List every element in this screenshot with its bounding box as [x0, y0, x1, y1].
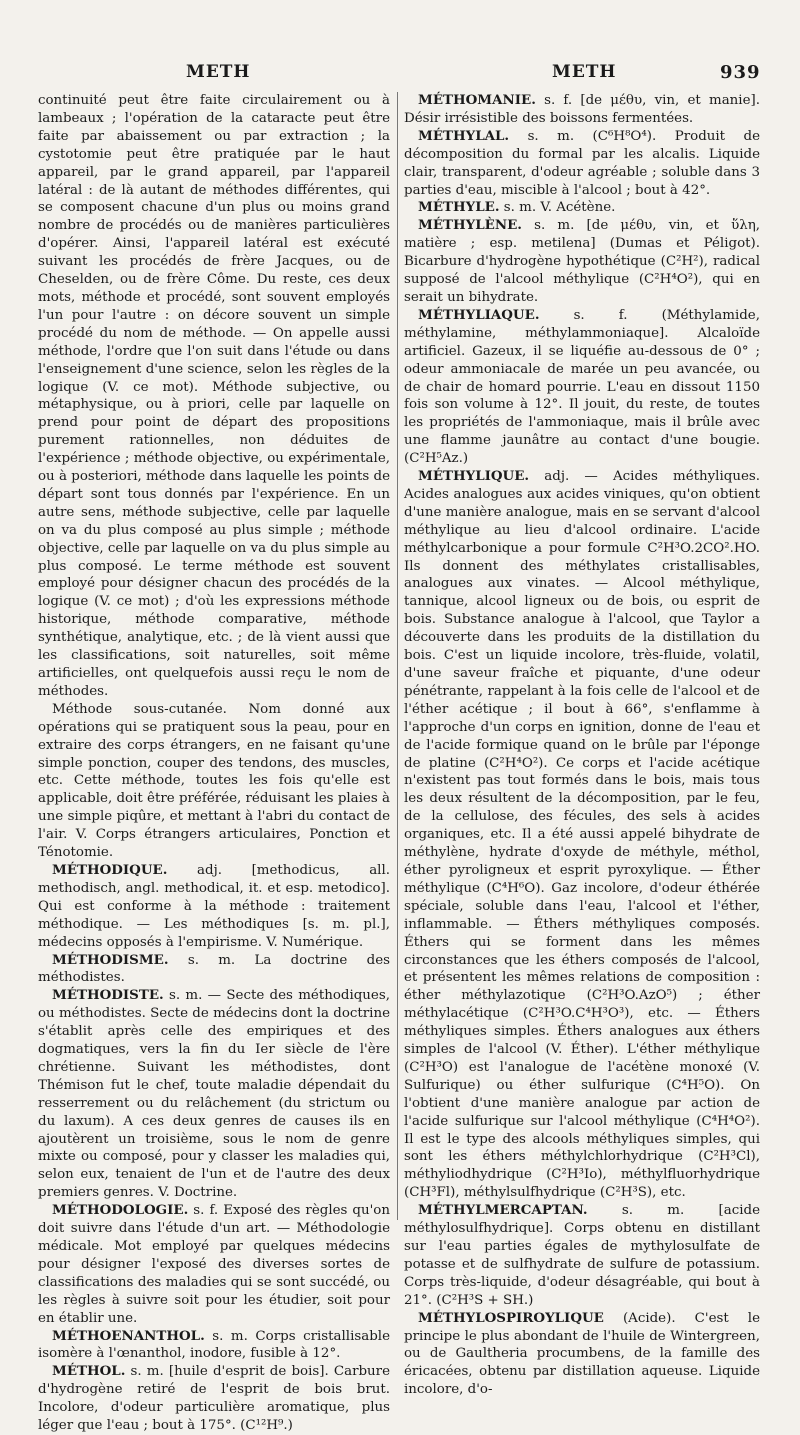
entry-text: adj. — Acides méthyliques. Acides analogues aux acides viniques, qu'on obtient d'une manière analogue, mais en se servant d'alcool méthylique au lieu d'alcool ordinaire. L'acide méthylcarbonique a pour formule C²H³O.2CO².HO. Ils donnent des méthylates cristallisables, analogues aux vinates. — Alcool méthylique, tannique, alcool ligneux ou de bois, ou esprit de bois. Substance analogue à l'alcool, que Taylor a découverte dans les produits de la distillation du bois. C'est un liquide incolore, très-fluide, volatil, d'une saveur fraîche et piquante, d'une odeur pénétrante, rappelant à la fois celle de l'alcool et de l'éther acétique ; il bout à 66°, s'enflamme à l'approche d'un corps en ignition, donne de l'eau et de l'acide formique quand on le brûle par l'éponge de platine (C²H⁴O²). Ce corps et l'acide acétique n'existent pas tout formés dans le bois, mais tous les deux résultent de la décomposition, par le feu, de la cellulose, des fécules, des sels à acides organiques, etc. Il a été aussi appelé bihydrate de méthylène, hydrate d'oxyde de méthyle, méthol, éther pyroligneux et esprit pyroxylique. — Éther méthylique (C⁴H⁶O). Gaz incolore, d'odeur éthérée spéciale, soluble dans l'eau, l'alcool et l'éther, inflammable. — Éthers méthyliques composés. Éthers qui se forment dans les mêmes circonstances que les éthers composés de l'alcool, et présentent les mêmes relations de composition : éther méthylazotique (C²H³O.AzO⁵) ; éther méthylacétique (C²H³O.C⁴H³O³), etc. — Éthers méthyliques simples. Éthers analogues aux éthers simples de l'alcool (V. Éther). L'éther méthylique (C²H³O) est l'analogue de l'acétène monoxé (V. Sulfurique) ou éther sulfurique (C⁴H⁵O). On l'obtient d'une manière analogue par action de l'acide sulfurique sur l'alcool méthylique (C⁴H⁴O²). Il est le type des alcools méthyliques simples, qui sont les éthers méthylchlorhydrique (C²H³Cl), méthyliodhydrique (C²H³Io), méthylfluorhydrique (CH³Fl), méthylsulfhydrique (C²H³S), etc. [404, 469, 761, 1201]
entry-text: (Acide). C'est le principe le plus abondant de l'huile de Wintergreen, ou de Gaultheria procumbens, de la famille des éricacées, obtenu par distillation aqueuse. Liquide incolore, d'o- [404, 1310, 760, 1398]
entry-text: s. m. Corps cristallisable isomère à l'œnanthol, inodore, fusible à 12°. [38, 1328, 390, 1362]
dictionary-entry [38, 1363, 390, 1435]
dictionary-entry [38, 952, 390, 988]
entry-headword: MÉTHOENANTHOL. [52, 1327, 205, 1344]
dictionary-entry [404, 92, 760, 128]
entry-headword: MÉTHYLMERCAPTAN. [418, 1202, 588, 1219]
entry-text: s. m. V. Acétène. [503, 200, 616, 216]
entry-text: s. m. [de μέθυ, vin, et ὕλη, matière ; esp. metilena] (Dumas et Péligot). Bicarbure d'hydrogène hypothétique (C²H²), radical supposé de l'alcool méthylique (C²H⁴O²), qui en serait un bihydrate. [404, 218, 760, 305]
left-column [38, 92, 390, 1434]
entry-headword: MÉTHODISME. [52, 951, 169, 968]
entry-text: s. m. [huile d'esprit de bois]. Carbure d'hydrogène retiré de l'esprit de bois brut. Incolore, d'odeur particulière aromatique, plus léger que l'eau ; bout à 175°. (C¹²H⁹.) [38, 1364, 390, 1434]
dictionary-entry [38, 701, 390, 862]
entry-text: s. m. La doctrine des méthodistes. [38, 952, 390, 986]
entry-headword: MÉTHYLAL. [418, 127, 510, 144]
entry-headword: MÉTHODISTE. [52, 987, 164, 1004]
entry-headword: MÉTHOMANIE. [418, 92, 536, 108]
entry-headword: MÉTHYLE. [418, 199, 500, 216]
entry-headword: MÉTHYLIAQUE. [418, 306, 540, 323]
dictionary-entry [404, 468, 760, 1202]
dictionary-entry [404, 217, 760, 307]
entry-text: continuité peut être faite circulairement ou à lambeaux ; l'opération de la cataracte peut être faite par abaissement ou par extraction ; la cystotomie peut être pratiquée par le haut appareil, par le grand appareil, par l'appareil latéral : de là autant de méthodes différentes, qui se composent chacune d'un plus ou moins grand nombre de procédés ou de manières particulières d'opérer. Ainsi, l'appareil latéral est exécuté suivant les procédés de frère Jacques, ou de Cheselden, ou de frère Côme. Du reste, ces deux mots, méthode et procédé, sont souvent employés l'un pour l'autre : on décore souvent un simple procédé du nom de méthode. — On appelle aussi méthode, l'ordre que l'on suit dans l'étude ou dans l'enseignement d'une science, selon les règles de la logique (V. ce mot). Méthode subjective, ou métaphysique, ou à priori, celle par laquelle on prend pour point de départ des propositions purement rationnelles, non déduites de l'expérience ; méthode objective, ou expérimentale, ou à posteriori, méthode dans laquelle les points de départ sont tous donnés par l'expérience. En un autre sens, méthode subjective, celle par laquelle on va du plus composé au plus simple ; méthode objective, celle par laquelle on va du plus simple au plus composé. Le terme méthode est souvent employé pour désigner chacun des procédés de la logique (V. ce mot) ; d'où les expressions méthode historique, méthode comparative, méthode synthétique, analytique, etc. ; de là vient aussi que les classifications, soit naturelles, soit même artificielles, ont quelquefois aussi reçu le nom de méthodes. [38, 93, 390, 699]
entry-headword: MÉTHODIQUE. [52, 861, 168, 878]
dictionary-entry [38, 987, 390, 1202]
entry-text: Méthode sous-cutanée. Nom donné aux opérations qui se pratiquent sous la peau, pour en extraire des corps étrangers, en ne faisant qu'une simple ponction, couper des tendons, des muscles, etc. Cette méthode, toutes les fois qu'elle est applicable, doit être préférée, réduisant les plaies à une simple piqûre, et mettant à l'abri du contact de l'air. V. Corps étrangers articulaires, Ponction et Ténotomie. [38, 701, 390, 861]
entry-headword: MÉTHOL. [52, 1363, 126, 1380]
entry-headword: MÉTHYLOSPIROYLIQUE [418, 1309, 604, 1326]
dictionary-entry [404, 1310, 760, 1400]
column-divider [397, 92, 398, 1220]
dictionary-entry [404, 307, 760, 468]
entry-headword: MÉTHODOLOGIE. [52, 1202, 189, 1219]
running-head-right: METH [552, 62, 617, 82]
entry-text: s. m. — Secte des méthodiques, ou méthodistes. Secte de médecins dont la doctrine s'établit après celle des empiriques et des dogmatiques, vers la fin du Ier siècle de l'ère chrétienne. Suivant les méthodistes, dont Thémison fut le chef, toute maladie dépendait du resserrement ou du relâchement (du strictum ou du laxum). A ces deux genres de causes ils en ajoutèrent un troisième, sous le nom de genre mixte ou composé, pour y classer les maladies qui, selon eux, tenaient de l'un et de l'autre des deux premiers genres. V. Doctrine. [38, 988, 390, 1201]
entry-text: s. m. (C⁶H⁸O⁴). Produit de décomposition du formal par les alcalis. Liquide clair, transparent, d'odeur agréable ; soluble dans 3 parties d'eau, miscible à l'alcool ; bout à 42°. [404, 128, 760, 198]
entry-text: s. f. [de μέθυ, vin, et manie]. Désir irrésistible des boissons fermentées. [404, 93, 760, 126]
dictionary-entry [38, 862, 390, 952]
dictionary-entry [404, 128, 760, 200]
entry-text: adj. [methodicus, all. methodisch, angl. methodical, it. et esp. metodico]. Qui est conforme à la méthode : traitement méthodique. — Les méthodiques [s. m. pl.], médecins opposés à l'empirisme. V. Numérique. [38, 862, 390, 950]
dictionary-entry [404, 199, 760, 217]
right-column [404, 92, 761, 1398]
dictionary-entry [38, 92, 390, 701]
page-number: 939 [720, 62, 761, 83]
entry-text: s. m. [acide méthylosulfhydrique]. Corps obtenu en distillant sur l'eau parties égales de mythylosulfate de potasse et de sulfhydrate de sulfure de potassium. Corps très-liquide, d'odeur désagréable, qui bout à 21°. (C²H³S + SH.) [404, 1203, 760, 1308]
entry-headword: MÉTHYLÈNE. [418, 217, 522, 234]
entry-text: s. f. Exposé des règles qu'on doit suivre dans l'étude d'un art. — Méthodologie médicale. Mot employé par quelques médecins pour désigner l'exposé des diverses sortes de classifications des maladies qui se sont succédé, ou les règles à suivre soit pour les étudier, soit pour en établir une. [38, 1203, 390, 1326]
entry-headword: MÉTHYLIQUE. [418, 468, 530, 485]
running-head-left: METH [186, 62, 251, 82]
dictionary-entry [38, 1202, 390, 1327]
dictionary-entry [404, 1202, 760, 1309]
entry-text: s. f. (Méthylamide, méthylamine, méthylammoniaque]. Alcaloïde artificiel. Gazeux, il se liquéfie au-dessous de 0° ; odeur ammoniacale de marée un peu avancée, ou de chair de homard pourrie. L'eau en dissout 1150 fois son volume à 12°. Il jouit, du reste, de toutes les propriétés de l'ammoniaque, mais il brûle avec une flamme jaunâtre au contact d'une bougie. (C²H⁵Az.) [404, 307, 760, 467]
dictionary-entry [38, 1328, 390, 1364]
